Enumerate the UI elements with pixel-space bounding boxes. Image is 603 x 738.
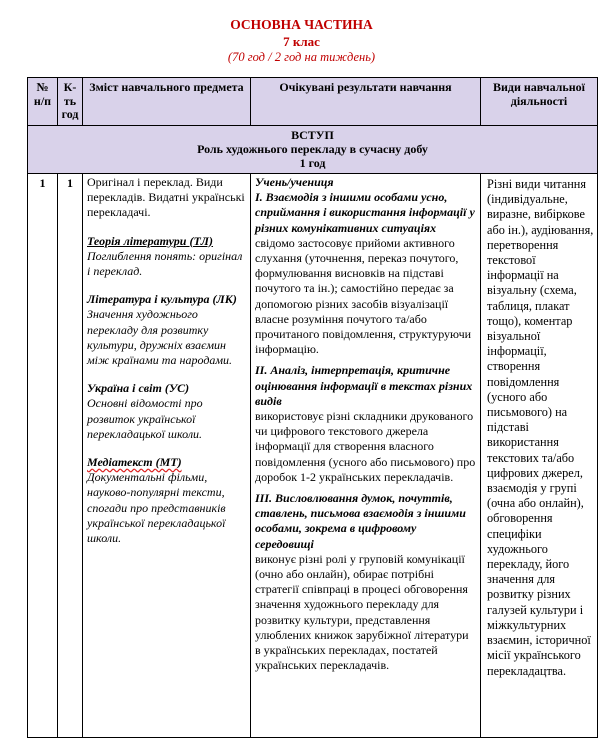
ukraine-text: Основні відомості про розвиток української перекладацької школи. xyxy=(87,396,203,441)
col-header-number: № н/п xyxy=(28,78,58,126)
grade-label: 7 клас xyxy=(283,34,320,49)
section-subtitle: Роль художнього перекладу в сучасну добу xyxy=(197,142,428,156)
content-intro: Оригінал і переклад. Види перекладів. Видатні українські перекладачі. xyxy=(87,175,245,220)
col-header-hours: К-ть год xyxy=(58,78,83,126)
table-header-row xyxy=(28,78,598,126)
results-cell xyxy=(251,174,481,738)
row-hours: 1 xyxy=(58,174,83,738)
media-text: Документальні фільми, науково-популярні тексти, спогади про представників української перекладацької школи. xyxy=(87,470,226,546)
hours-note: (70 год / 2 год на тиждень) xyxy=(227,50,376,64)
col-header-results: Очікувані результати навчання xyxy=(251,78,481,126)
results-label: Учень/учениця xyxy=(255,175,334,189)
section-name: ВСТУП xyxy=(291,128,334,142)
results-section-3-text: виконує різні ролі у груповій комунікації (очно або онлайн), обирає потрібні стратегії співпраці в процесі обговорення значення художнього перекладу для розвитку культури, представлення улюблених книжок зарубіжної літератури в українських перекладах, постатей українських перекладачів. xyxy=(255,551,469,673)
results-section-1-title: І. Взаємодія з іншими особами усно, сприймання і використання інформації у різних комунікативних ситуаціях xyxy=(255,190,475,235)
lit-culture-text: Значення художнього перекладу для розвитку культури, дружніх взаємин між країнами та народами. xyxy=(87,307,233,368)
results-section-3-title: ІІІ. Висловлювання думок, почуттів, ставлень, письмова взаємодія з іншими особами, зокрема в цифровому середовищі xyxy=(255,491,466,551)
theory-text: Поглиблення понять: оригінал і переклад. xyxy=(87,248,243,279)
table-row xyxy=(28,174,598,738)
section-title: ОСНОВНА ЧАСТИНА xyxy=(230,17,373,32)
content-cell xyxy=(83,174,251,738)
theory-title: Теорія літератури (ТЛ) xyxy=(87,233,214,248)
curriculum-table xyxy=(27,77,598,738)
col-header-activities: Види навчальної діяльності xyxy=(481,78,598,126)
media-title: Медіатекст (МТ) xyxy=(87,455,182,470)
row-number: 1 xyxy=(28,174,58,738)
section-cell xyxy=(28,126,598,174)
lit-culture-title: Література і культура (ЛК) xyxy=(87,292,237,307)
ukraine-title: Україна і світ (УС) xyxy=(87,381,190,396)
results-section-2-title: ІІ. Аналіз, інтерпретація, критичне оцінювання інформації в текстах різних видів xyxy=(255,363,473,408)
results-section-2-text: використовує різні складники друкованого чи цифрового текстового джерела інформації для створення власного повідомлення (усного або письмового) про доробок 1-2 українських перекладачів. xyxy=(255,409,476,484)
section-row xyxy=(28,126,598,174)
activities-cell: Різні види читання (індивідуальне, виразне, вибіркове або ін.), аудіювання, перетворення текстової інформації на візуальну (схема, таблиця, плакат тощо), коментар візуальної інформації, створення повідомлення (усного або письмового) на підставі використання текстових та/або цифрових джерел, взаємодія у групі (очна або онлайн), обговорення специфіки художнього перекладу, його значення для розвитку різних галузей культури і міжкультурних взаємин, історичної місії українського перекладацтва. xyxy=(481,174,598,738)
col-header-content: Зміст навчального предмета xyxy=(83,78,251,126)
section-hours: 1 год xyxy=(299,156,326,170)
results-section-1-text: свідомо застосовує прийоми активного слухання (уточнення, переказ почутого, формулювання висновків на підставі почутого та ін.); самостійно передає за допомогою різних засобів візуалізації власне розуміння почутого та/або прочитаного повідомлення, структуруючи інформацію. xyxy=(255,235,472,357)
